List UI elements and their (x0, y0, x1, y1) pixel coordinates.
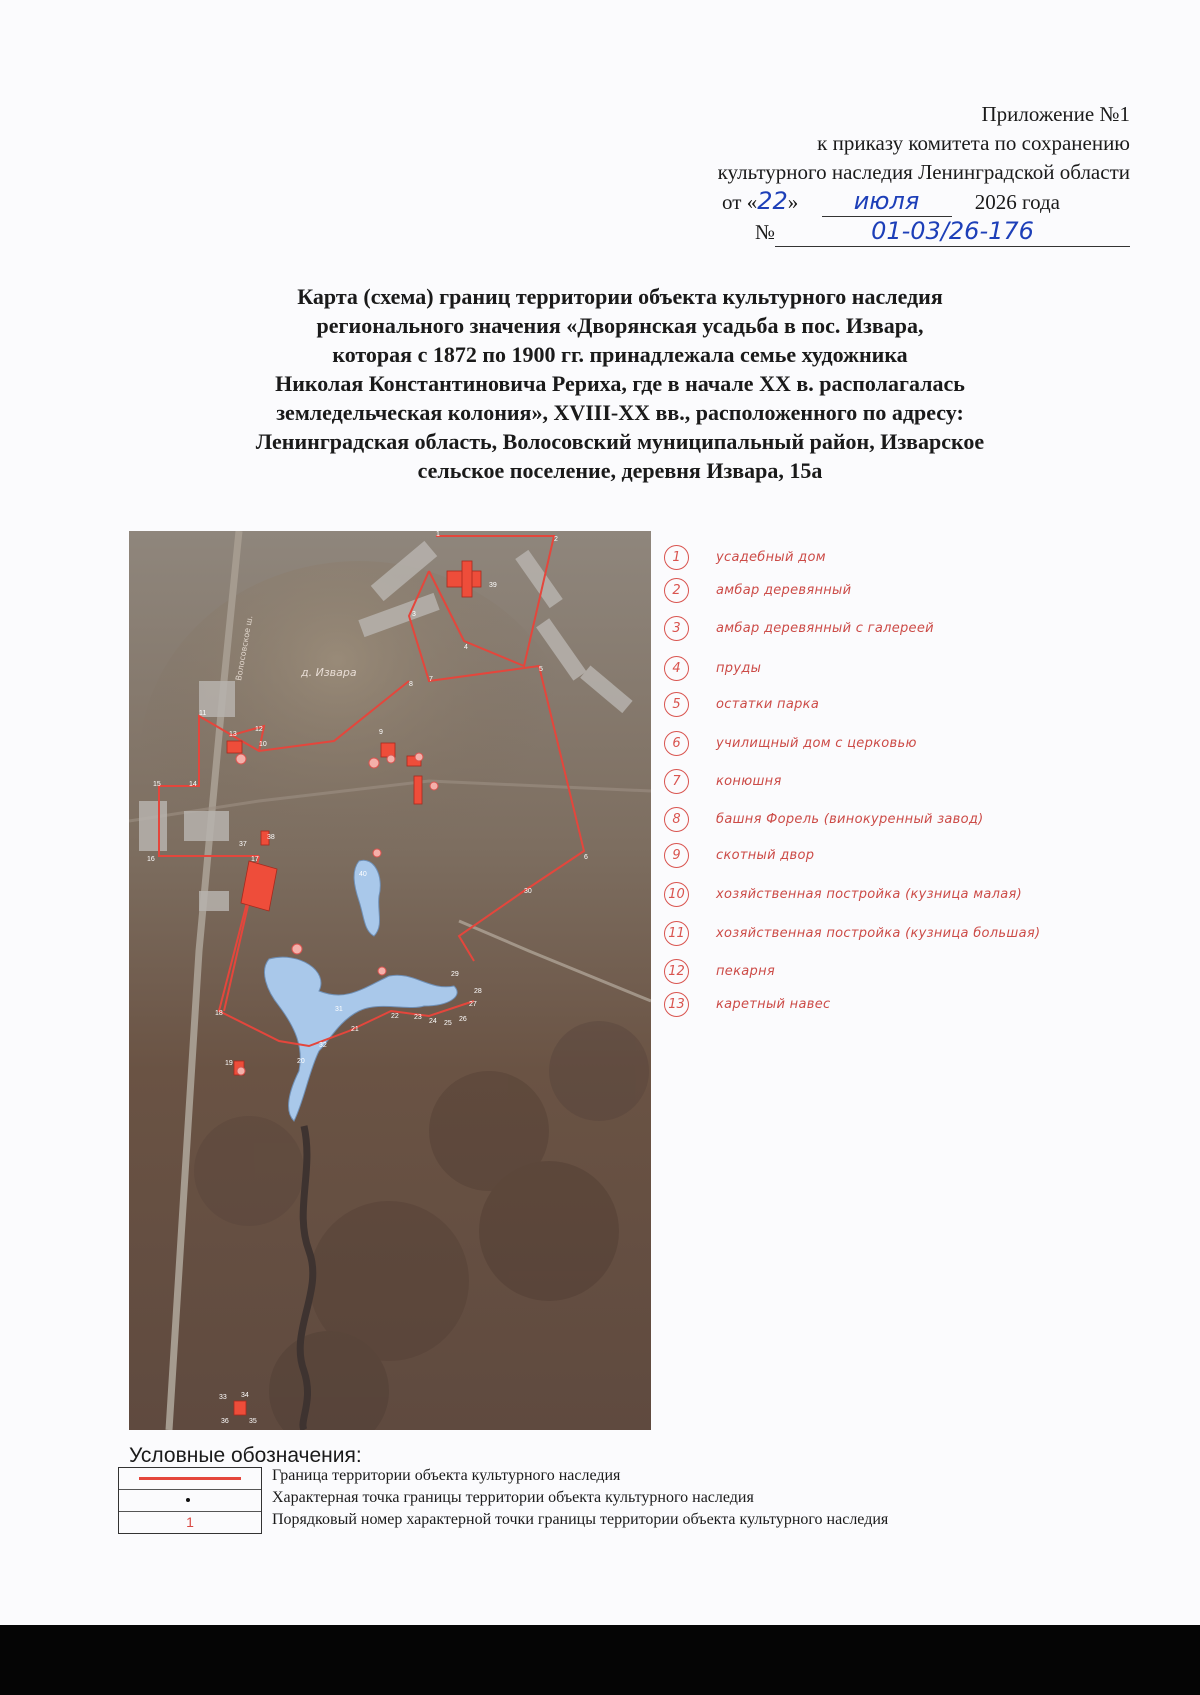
point-label: 20 (297, 1058, 305, 1065)
manor-house-wing (462, 561, 472, 597)
point-label: 1 (436, 531, 440, 538)
appendix-number-row (570, 217, 1130, 247)
title-line: регионального значения «Дворянская усадьба в пос. Извара, (316, 313, 924, 338)
point-label: 26 (459, 1016, 467, 1023)
point-label: 16 (147, 856, 155, 863)
legend-item (664, 728, 917, 758)
convention-text: Характерная точка границы территории объекта культурного наследия (272, 1489, 754, 1506)
convention-symbol-cell (119, 1490, 261, 1512)
boundary-line-symbol (139, 1477, 241, 1480)
point-label: 11 (199, 710, 207, 717)
point-label: 24 (429, 1018, 437, 1025)
legend-item (664, 542, 826, 572)
point-label: 33 (219, 1394, 227, 1401)
point-label: 29 (451, 971, 459, 978)
legend-item (664, 766, 782, 796)
village-label: д. Извара (301, 666, 357, 679)
point-label: 39 (489, 582, 497, 589)
point-label: 6 (584, 854, 588, 861)
date-mid: » (787, 190, 799, 214)
legend-item (664, 918, 1040, 948)
appendix-header (570, 100, 1130, 247)
legend-label: хозяйственная постройка (кузница большая) (716, 925, 1041, 941)
date-year: 2026 года (974, 190, 1060, 214)
title-line: которая с 1872 по 1900 гг. принадлежала семье художника (332, 342, 908, 367)
building (234, 1401, 246, 1415)
point-label: 38 (267, 834, 275, 841)
legend-number: 1 (664, 545, 689, 570)
building (227, 741, 242, 753)
legend-label: пруды (716, 660, 762, 676)
legend-number: 6 (664, 731, 689, 756)
point-label: 8 (409, 681, 413, 688)
legend-label: училищный дом с церковью (716, 735, 917, 751)
point-label: 25 (444, 1020, 452, 1027)
legend-item (664, 613, 934, 643)
legend-number: 7 (664, 769, 689, 794)
legend-item (664, 653, 761, 683)
point-label: 3 (412, 611, 416, 618)
legend-item (664, 575, 851, 605)
appendix-date-row (570, 187, 1130, 217)
legend-number: 10 (664, 882, 689, 907)
legend-label: усадебный дом (716, 549, 826, 565)
legend-item (664, 956, 775, 986)
convention-symbol-cell (119, 1512, 261, 1533)
point-label: 37 (239, 841, 247, 848)
point-label: 22 (391, 1013, 399, 1020)
legend-number: 8 (664, 807, 689, 832)
legend-label: амбар деревянный с галереей (716, 620, 934, 636)
appendix-line2: к приказу комитета по сохранению (817, 131, 1130, 155)
road-label: Волосовское ш. (234, 614, 255, 682)
point-label: 28 (474, 988, 482, 995)
legend-number: 5 (664, 692, 689, 717)
point-label: 2 (554, 536, 558, 543)
point-label: 14 (189, 781, 197, 788)
legend-item (664, 689, 819, 719)
legend-item (664, 840, 814, 870)
legend-label: пекарня (716, 963, 775, 979)
number-prefix: № (754, 220, 775, 244)
point-label: 19 (225, 1060, 233, 1067)
legend-label: амбар деревянный (716, 582, 852, 598)
point-label: 27 (469, 1001, 477, 1008)
title-line: Карта (схема) границ территории объекта культурного наследия (297, 284, 943, 309)
convention-text: Граница территории объекта культурного наследия (272, 1467, 621, 1484)
legend-number: 11 (664, 921, 689, 946)
convention-text: Порядковый номер характерной точки границы территории объекта культурного наследия (272, 1511, 889, 1528)
point-label: 32 (319, 1042, 327, 1049)
point-label: 31 (335, 1006, 343, 1013)
legend-number: 3 (664, 616, 689, 641)
point-label: 10 (259, 741, 267, 748)
point-label: 5 (539, 666, 543, 673)
legend-label: конюшня (716, 773, 782, 789)
appendix-line3: культурного наследия Ленинградской области (717, 160, 1130, 184)
point-label: 15 (153, 781, 161, 788)
date-day: 22 (757, 187, 788, 215)
point-label: 4 (464, 644, 468, 651)
legend-label: хозяйственная постройка (кузница малая) (716, 886, 1022, 902)
point-label: 13 (229, 731, 237, 738)
legend-number: 4 (664, 656, 689, 681)
title-line: Ленинградская область, Волосовский муниципальный район, Изварское (255, 429, 985, 454)
convention-symbol-cell (119, 1468, 261, 1490)
legend-label: скотный двор (716, 847, 815, 863)
building (414, 776, 422, 804)
legend-number: 2 (664, 578, 689, 603)
title-line: сельское поселение, деревня Извара, 15а (417, 458, 823, 483)
aerial-map (129, 531, 651, 1430)
title-line: земледельческая колония», XVIII-XX вв., расположенного по адресу: (276, 400, 964, 425)
legend-label: остатки парка (716, 696, 820, 712)
point-label: 9 (379, 729, 383, 736)
legend-label: каретный навес (716, 996, 831, 1012)
legend-item (664, 804, 984, 834)
date-month: июля (822, 187, 952, 217)
point-label: 17 (251, 856, 259, 863)
map-svg (129, 531, 651, 1430)
conventions-title: Условные обозначения: (129, 1444, 362, 1467)
conventions-symbols (118, 1467, 262, 1534)
point-label: 23 (414, 1014, 422, 1021)
point-label: 12 (255, 726, 263, 733)
number-value: 01-03/26-176 (775, 217, 1130, 247)
legend-number: 12 (664, 959, 689, 984)
legend-number: 13 (664, 992, 689, 1017)
point-label: 30 (524, 888, 532, 895)
title-line: Николая Константиновича Рериха, где в начале XX в. располагалась (275, 371, 965, 396)
point-label: 40 (359, 871, 367, 878)
legend-item (664, 989, 830, 1019)
legend-label: башня Форель (винокуренный завод) (716, 811, 984, 827)
building (381, 743, 395, 757)
point-number-symbol: 1 (186, 1514, 194, 1530)
point-label: 21 (351, 1026, 359, 1033)
point-label: 7 (429, 676, 433, 683)
scan-bottom-bar (0, 1625, 1200, 1695)
point-dot-symbol (186, 1498, 190, 1502)
point-label: 34 (241, 1392, 249, 1399)
appendix-line1: Приложение №1 (981, 102, 1130, 126)
document-title (120, 282, 1120, 485)
legend-item (664, 879, 1022, 909)
point-label: 35 (249, 1418, 257, 1425)
point-label: 36 (221, 1418, 229, 1425)
legend-number: 9 (664, 843, 689, 868)
point-label: 18 (215, 1010, 223, 1017)
date-prefix: от « (722, 190, 758, 214)
